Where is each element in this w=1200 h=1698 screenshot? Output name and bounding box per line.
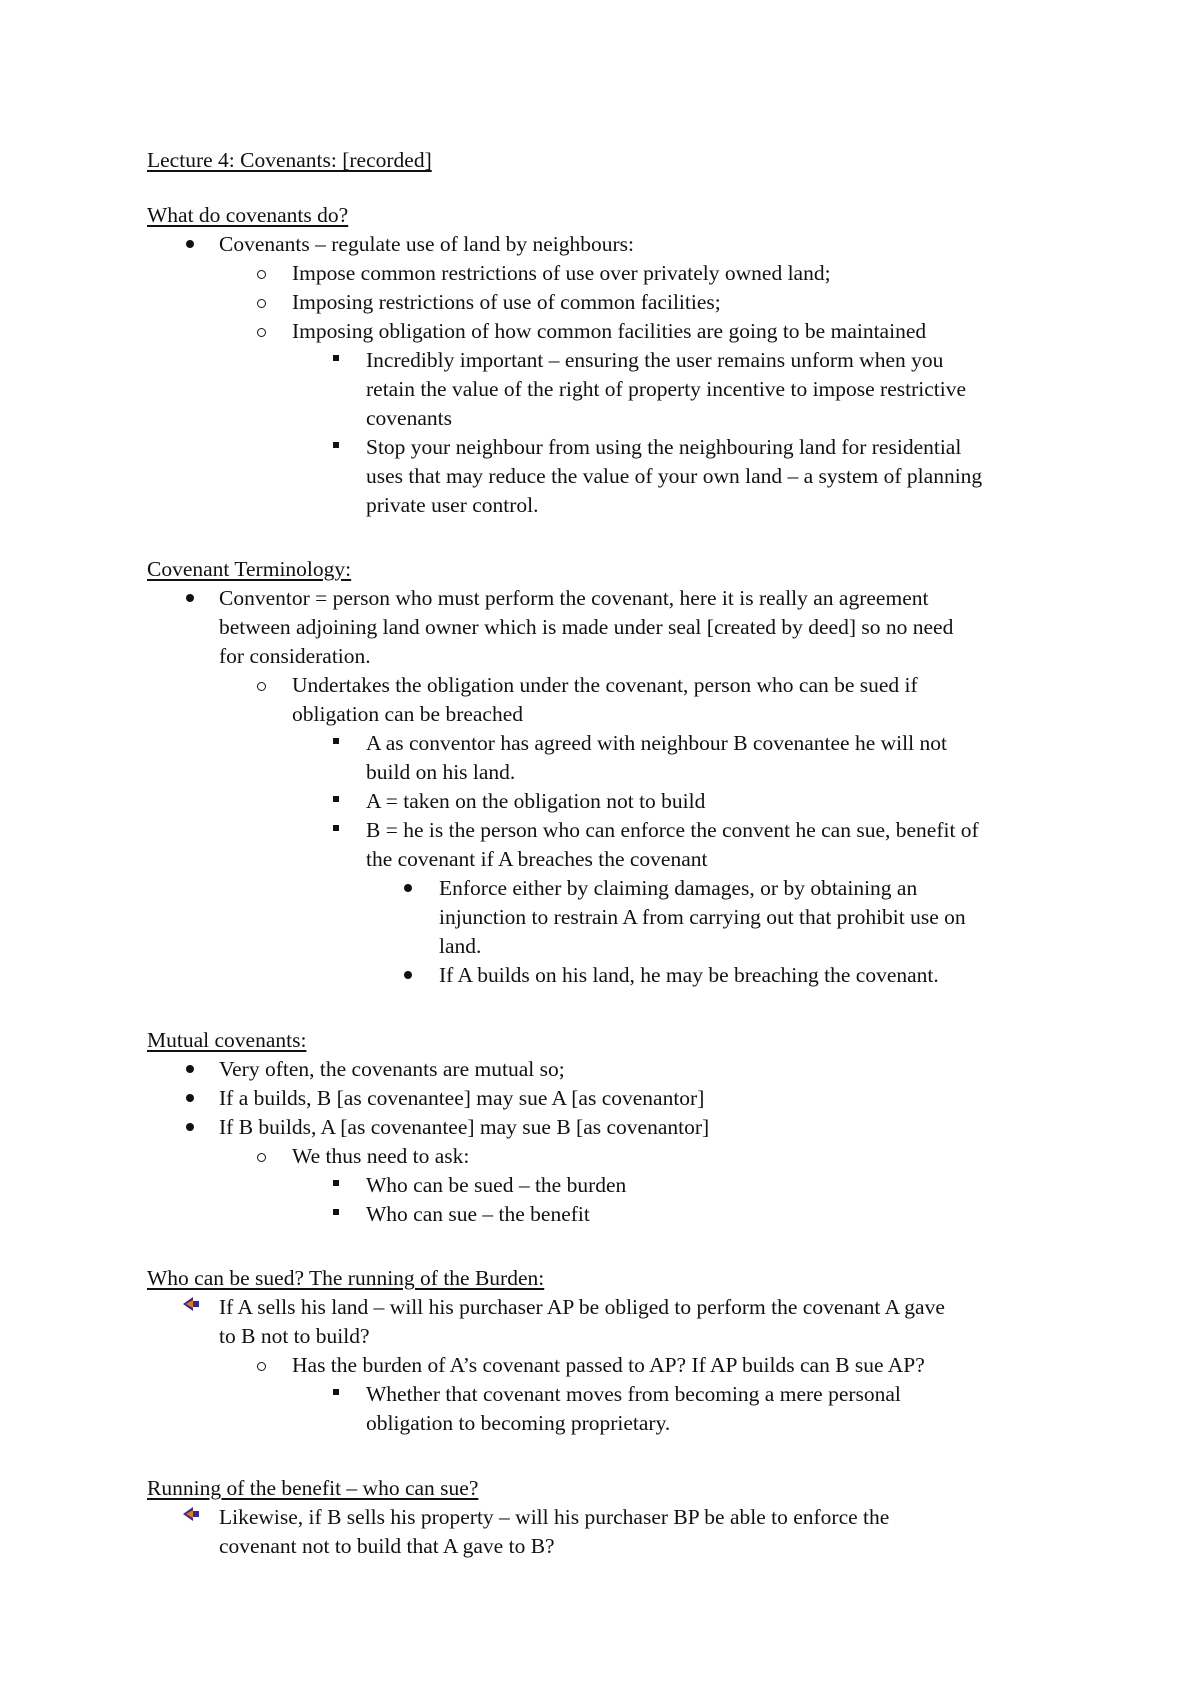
bullet-dot <box>186 240 194 248</box>
list-item: If A builds on his land, he may be breaching the covenant. <box>439 963 939 987</box>
list-item: If B builds, A [as covenantee] may sue B [as covenantor] <box>219 1115 710 1139</box>
list-item-continuation: land. <box>439 934 482 958</box>
list-item: If A sells his land – will his purchaser AP be obliged to perform the covenant A gave <box>219 1295 945 1319</box>
list-item: Imposing restrictions of use of common facilities; <box>292 290 721 314</box>
list-item: Has the burden of A’s covenant passed to AP? If AP builds can B sue AP? <box>292 1353 925 1377</box>
list-item-continuation: covenants <box>366 406 452 430</box>
bullet-circle <box>257 328 266 337</box>
section-heading-mutual-covenants: Mutual covenants: <box>147 1028 307 1052</box>
list-item: Impose common restrictions of use over privately owned land; <box>292 261 831 285</box>
bullet-square <box>333 1180 339 1186</box>
section-heading-running-of-benefit: Running of the benefit – who can sue? <box>147 1476 479 1500</box>
section-heading-covenant-terminology: Covenant Terminology: <box>147 557 352 581</box>
list-item: Conventor = person who must perform the covenant, here it is really an agreement <box>219 586 929 610</box>
list-item: B = he is the person who can enforce the convent he can sue, benefit of <box>366 818 979 842</box>
list-item: Likewise, if B sells his property – will his purchaser BP be able to enforce the <box>219 1505 890 1529</box>
bullet-dot <box>404 971 412 979</box>
list-item: A = taken on the obligation not to build <box>366 789 706 813</box>
list-item-continuation: obligation can be breached <box>292 702 524 726</box>
list-item: Who can sue – the benefit <box>366 1202 590 1226</box>
list-item-continuation: build on his land. <box>366 760 516 784</box>
bullet-square <box>333 1209 339 1215</box>
bullet-circle <box>257 270 266 279</box>
section-heading-running-of-burden: Who can be sued? The running of the Burden: <box>147 1266 545 1290</box>
bullet-square <box>333 825 339 831</box>
bullet-dot <box>186 1065 194 1073</box>
list-item-continuation: private user control. <box>366 493 539 517</box>
bullet-dot <box>186 594 194 602</box>
list-item-continuation: uses that may reduce the value of your own land – a system of planning <box>366 464 983 488</box>
list-item-continuation: injunction to restrain A from carrying out that prohibit use on <box>439 905 966 929</box>
list-item: Covenants – regulate use of land by neighbours: <box>219 232 634 256</box>
list-item: Who can be sued – the burden <box>366 1173 627 1197</box>
list-item-continuation: retain the value of the right of property incentive to impose restrictive <box>366 377 967 401</box>
list-item: We thus need to ask: <box>292 1144 470 1168</box>
bullet-square <box>333 355 339 361</box>
bullet-circle <box>257 682 266 691</box>
list-item: Enforce either by claiming damages, or by obtaining an <box>439 876 918 900</box>
arrow-bullet-icon <box>182 1296 200 1312</box>
list-item-continuation: the covenant if A breaches the covenant <box>366 847 708 871</box>
list-item: Undertakes the obligation under the covenant, person who can be sued if <box>292 673 918 697</box>
list-item: Very often, the covenants are mutual so; <box>219 1057 565 1081</box>
list-item: Imposing obligation of how common facilities are going to be maintained <box>292 319 927 343</box>
bullet-square <box>333 796 339 802</box>
list-item: A as conventor has agreed with neighbour B covenantee he will not <box>366 731 947 755</box>
bullet-dot <box>186 1123 194 1131</box>
bullet-circle <box>257 299 266 308</box>
list-item-continuation: covenant not to build that A gave to B? <box>219 1534 555 1558</box>
list-item-continuation: to B not to build? <box>219 1324 370 1348</box>
bullet-circle <box>257 1362 266 1371</box>
list-item-continuation: obligation to becoming proprietary. <box>366 1411 671 1435</box>
list-item-continuation: between adjoining land owner which is made under seal [created by deed] so no need <box>219 615 954 639</box>
bullet-square <box>333 1389 339 1395</box>
bullet-dot <box>186 1094 194 1102</box>
bullet-dot <box>404 884 412 892</box>
lecture-title: Lecture 4: Covenants: [recorded] <box>147 148 432 172</box>
arrow-bullet-icon <box>182 1506 200 1522</box>
list-item: Incredibly important – ensuring the user remains unform when you <box>366 348 944 372</box>
section-heading-what-covenants-do: What do covenants do? <box>147 203 349 227</box>
bullet-circle <box>257 1153 266 1162</box>
list-item: If a builds, B [as covenantee] may sue A [as covenantor] <box>219 1086 705 1110</box>
bullet-square <box>333 738 339 744</box>
list-item-continuation: for consideration. <box>219 644 371 668</box>
list-item: Whether that covenant moves from becoming a mere personal <box>366 1382 901 1406</box>
list-item: Stop your neighbour from using the neighbouring land for residential <box>366 435 962 459</box>
bullet-square <box>333 442 339 448</box>
